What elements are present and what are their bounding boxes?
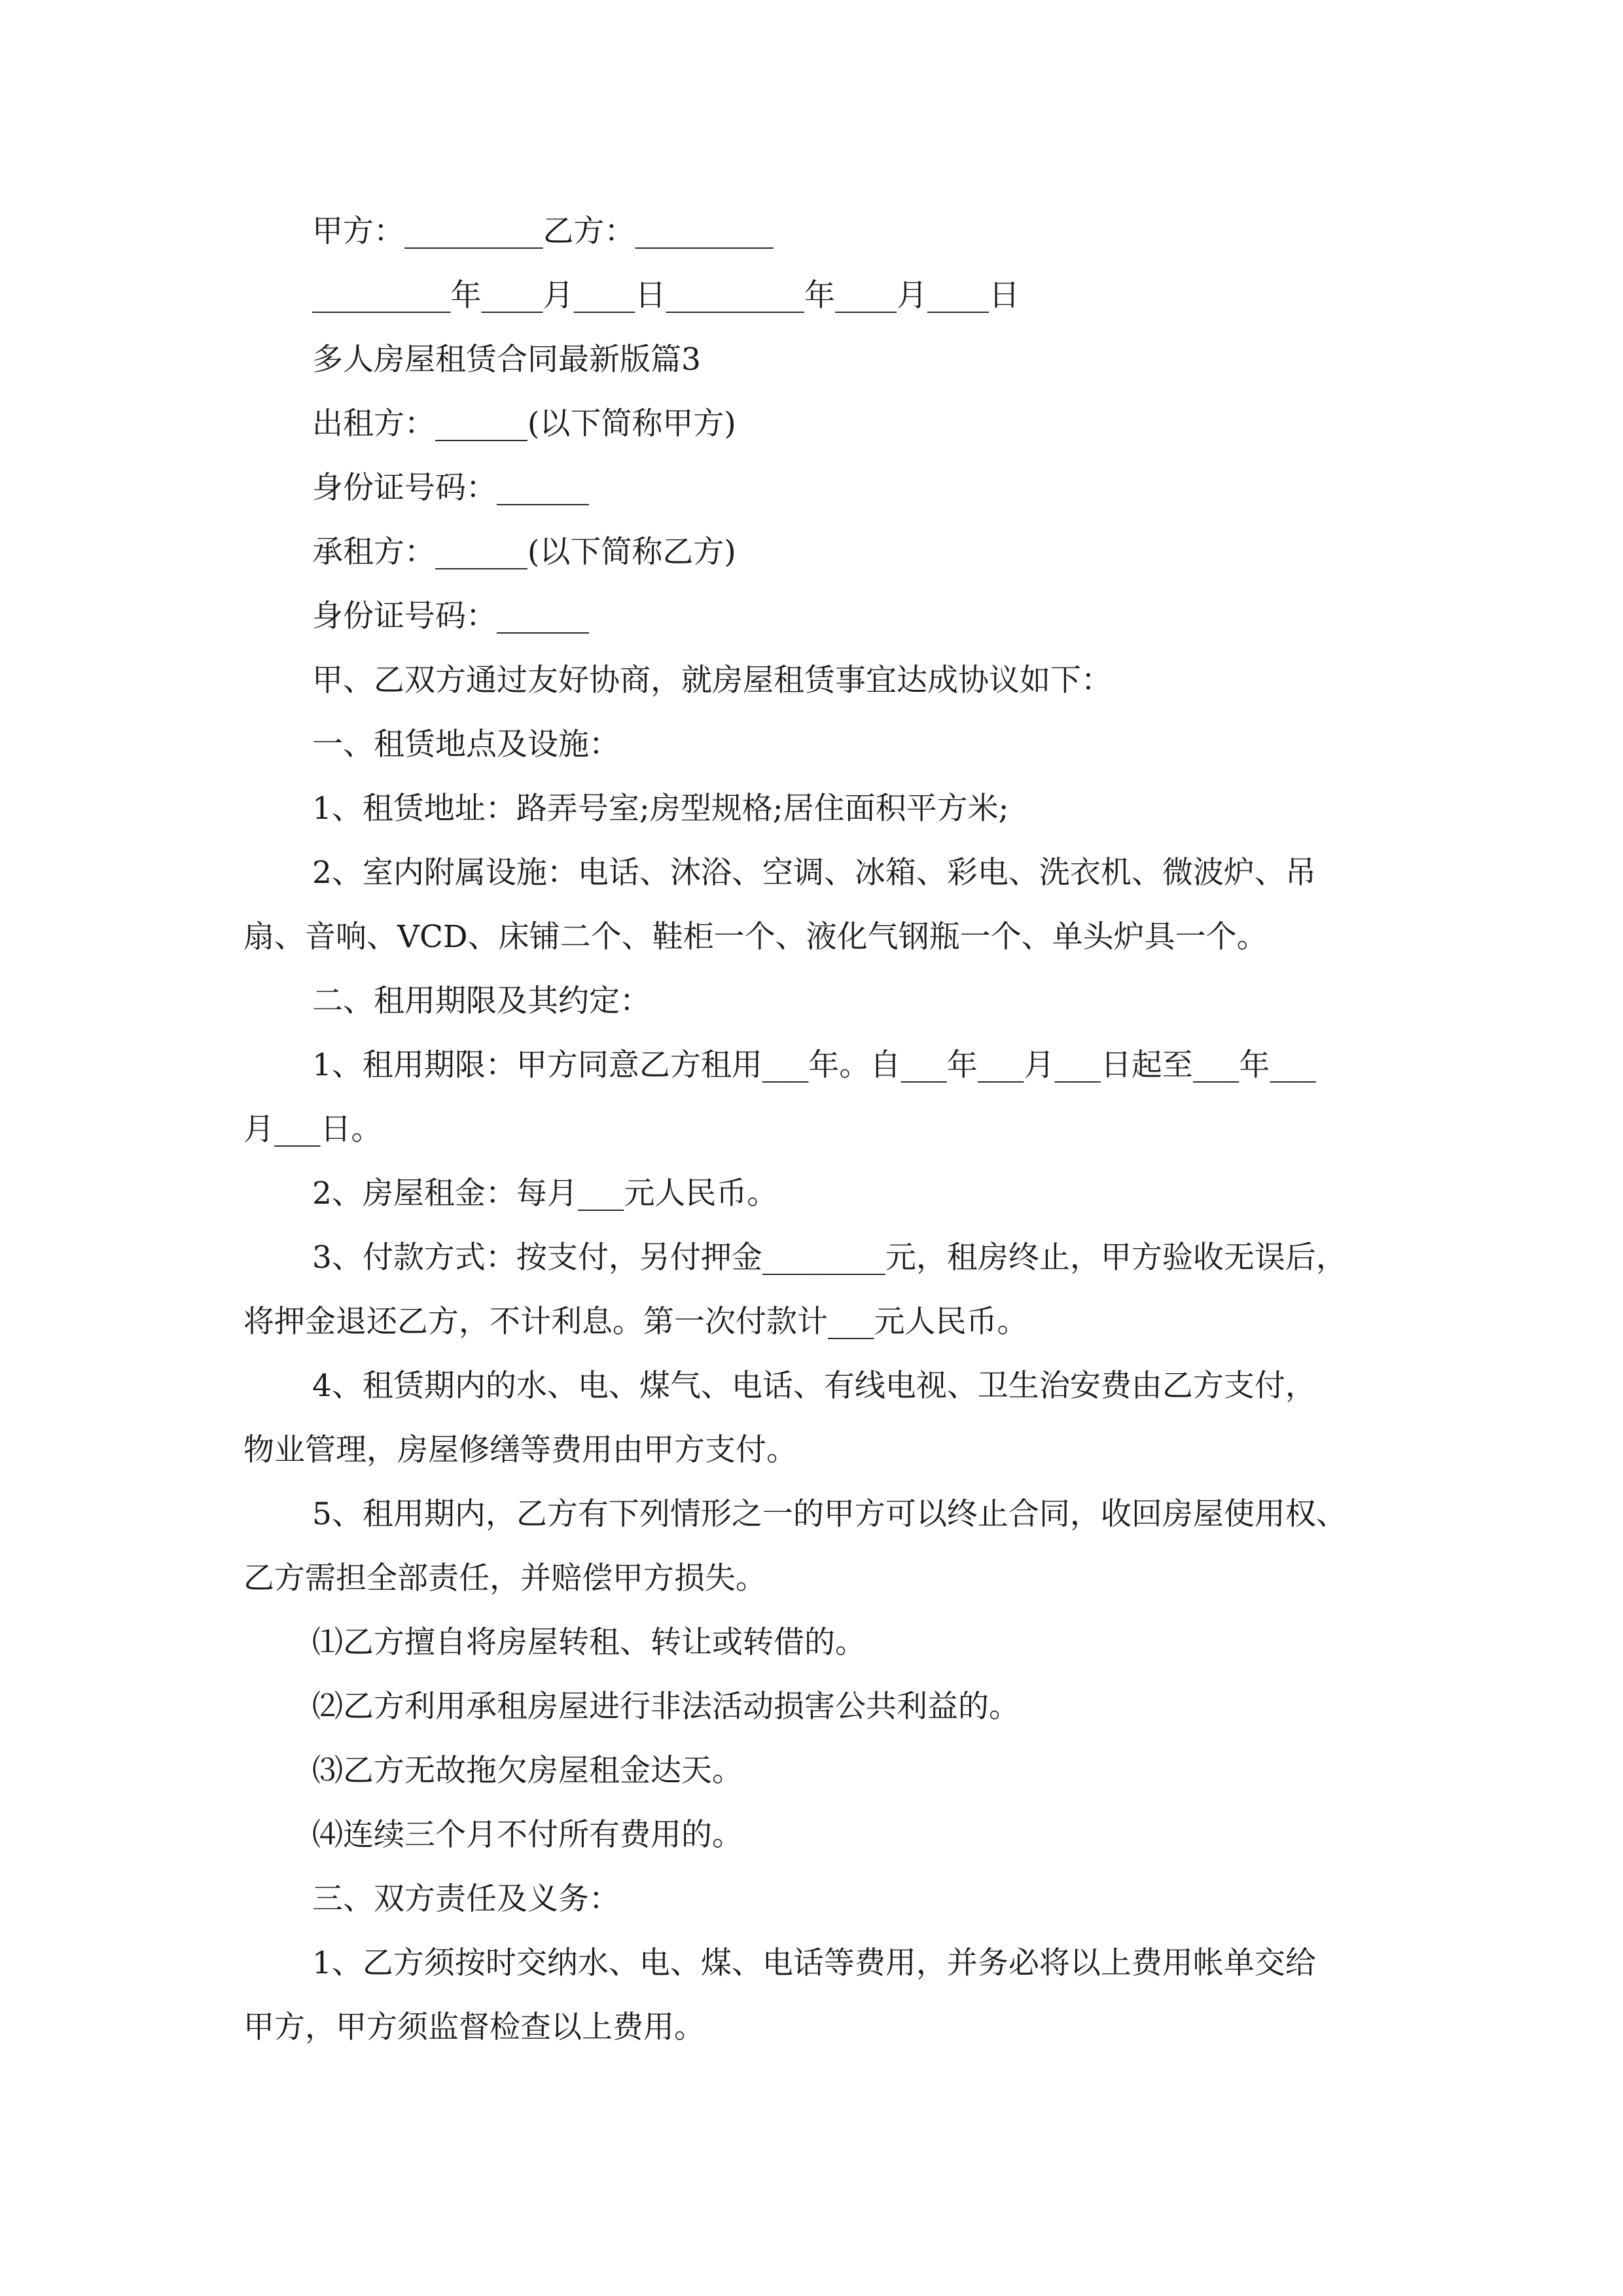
agreement-intro: 甲、乙双方通过友好协商，就房屋租赁事宜达成协议如下：: [312, 662, 1112, 698]
paragraph-line: 乙方需担全部责任，并赔偿甲方损失。: [243, 1560, 766, 1596]
paragraph-line: 2、房屋租金：每月___元人民币。: [312, 1175, 778, 1211]
document-body: [243, 200, 1395, 2060]
lessor-id-line: 身份证号码：______: [312, 470, 589, 506]
section-heading: 二、租用期限及其约定：: [312, 983, 651, 1019]
paragraph-line: 1、租用期限：甲方同意乙方租用___年。自___年___月___日起至___年___: [312, 1047, 1316, 1083]
section-heading: 一、租赁地点及设施：: [312, 726, 620, 762]
list-item: ⑴乙方擅自将房屋转租、转让或转借的。: [312, 1624, 866, 1660]
paragraph-line: 1、乙方须按时交纳水、电、煤、电话等费用，并务必将以上费用帐单交给: [312, 1945, 1316, 1981]
signature-parties-line: 甲方：_________乙方：_________: [312, 213, 774, 249]
list-item: ⑵乙方利用承租房屋进行非法活动损害公共利益的。: [312, 1689, 1020, 1725]
paragraph-line: 1、租赁地址：路弄号室;房型规格;居住面积平方米;: [312, 791, 1009, 827]
lessee-id-line: 身份证号码：______: [312, 598, 589, 634]
paragraph-line: 将押金退还乙方，不计利息。第一次付款计___元人民币。: [243, 1304, 1028, 1340]
list-item: ⑷连续三个月不付所有费用的。: [312, 1817, 743, 1853]
signature-dates-line: _________年____月____日_________年____月____日: [312, 278, 1020, 314]
paragraph-line: 2、室内附属设施：电话、沐浴、空调、冰箱、彩电、洗衣机、微波炉、吊: [312, 855, 1316, 891]
contract-title: 多人房屋租赁合同最新版篇3: [312, 342, 701, 378]
paragraph-line: 物业管理，房屋修缮等费用由甲方支付。: [243, 1432, 797, 1468]
lessor-line: 出租方：______(以下简称甲方): [312, 406, 736, 442]
paragraph-line: 扇、音响、VCD、床铺二个、鞋柜一个、液化气钢瓶一个、单头炉具一个。: [243, 919, 1268, 955]
list-item: ⑶乙方无故拖欠房屋租金达天。: [312, 1753, 743, 1789]
paragraph-line: 4、租赁期内的水、电、煤气、电话、有线电视、卫生治安费由乙方支付，: [312, 1368, 1316, 1404]
lessee-line: 承租方：______(以下简称乙方): [312, 534, 736, 570]
paragraph-line: 甲方，甲方须监督检查以上费用。: [243, 2009, 705, 2045]
section-heading: 三、双方责任及义务：: [312, 1881, 620, 1917]
paragraph-line: 5、租用期内，乙方有下列情形之一的甲方可以终止合同，收回房屋使用权、: [312, 1496, 1347, 1532]
paragraph-line: 月___日。: [243, 1111, 382, 1147]
paragraph-line: 3、付款方式：按支付，另付押金________元，租房终止，甲方验收无误后，: [312, 1240, 1347, 1276]
